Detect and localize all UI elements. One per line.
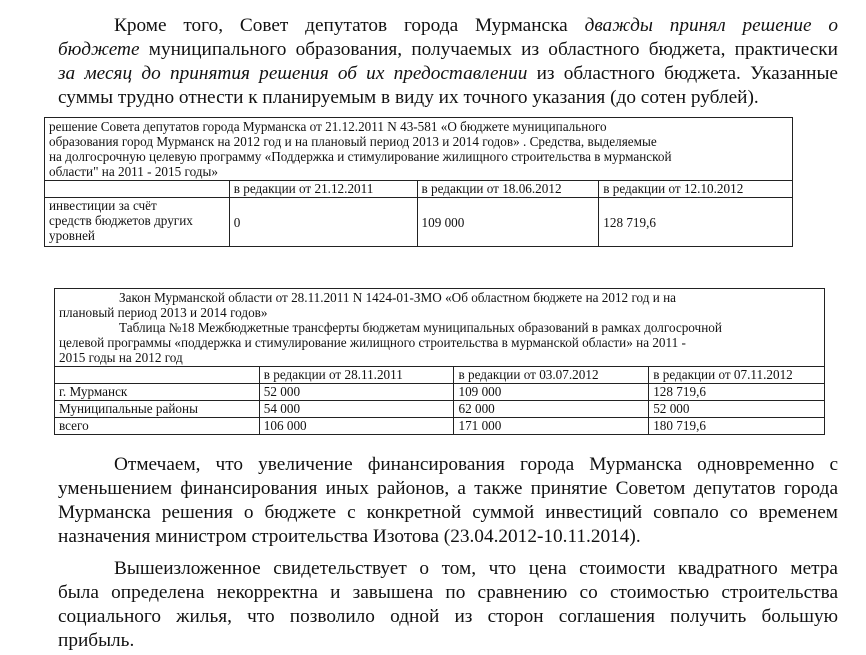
table2-header-cell: в редакции от 28.11.2011 [259, 367, 454, 384]
table1-header-cell: в редакции от 12.10.2012 [599, 181, 793, 198]
table-row [55, 401, 825, 418]
table2-header-cell: в редакции от 03.07.2012 [454, 367, 649, 384]
para3-line: Вышеизложенное свидетельствует о том, что цена стоимости квадратного метра [114, 558, 838, 579]
table2-cell: 106 000 [259, 418, 454, 435]
para3-line: прибыль. [58, 630, 135, 651]
table2-row-label: г. Мурманск [55, 384, 260, 401]
para2-line: Отмечаем, что увеличение финансирования города Мурманска одновременно с [114, 454, 838, 475]
table1-cell: 0 [229, 198, 417, 247]
table-row [45, 198, 793, 247]
table1-row-label: инвестиции за счёт средств бюджетов других уровней [45, 198, 230, 247]
table1-caption: решение Совета депутатов города Мурманска от 21.12.2011 N 43-581 «О бюджете муниципального образования город Мурманск на 2012 год и на плановый период 2013 и 2014 годов» . Средства, выделяемые на долгосрочную целевую программу «Поддержка и стимулирование жилищного строительства в мурманской области" на 2011 - 2015 годы» [45, 118, 793, 181]
table2-header-cell [55, 367, 260, 384]
table2-cell: 171 000 [454, 418, 649, 435]
table2-cell: 128 719,6 [649, 384, 825, 401]
intro-emphasis-2: бюджете [58, 39, 140, 60]
regional-law-table [54, 288, 825, 435]
intro-line-4: суммы трудно отнести к планируемым в виду их точного указания (до сотен рублей). [58, 87, 759, 108]
table2-cell: 62 000 [454, 401, 649, 418]
para2-line: назначения министром строительства Изотова (23.04.2012-10.11.2014). [58, 526, 641, 547]
table1-header-cell: в редакции от 21.12.2011 [229, 181, 417, 198]
para2-line: Мурманска решения о бюджете с конкретной суммой инвестиций совпало со временем [58, 502, 838, 523]
para3-line: была определена некорректна и завышена по сравнению со стоимостью строительства [58, 582, 838, 603]
table2-header-cell: в редакции от 07.11.2012 [649, 367, 825, 384]
table1-cell: 109 000 [417, 198, 599, 247]
intro-emphasis-1: дважды принял решение о [584, 15, 838, 36]
table1-header-cell: в редакции от 18.06.2012 [417, 181, 599, 198]
para2-line: уменьшением финансирования иных районов, а также принятие Советом депутатов города [58, 478, 838, 499]
budget-decision-table [44, 117, 793, 247]
table2-row-label: Муниципальные районы [55, 401, 260, 418]
table2-caption: Закон Мурманской области от 28.11.2011 N 1424-01-ЗМО «Об областном бюджете на 2012 год и на плановый период 2013 и 2014 годов» Таблица №18 Межбюджетные трансферты бюджетам муниципальных образований в рамках долгосрочной целевой программы «поддержка и стимулирование жилищного строительства в мурманской области» на 2011 - 2015 годы на 2012 год [55, 289, 825, 367]
table2-cell: 109 000 [454, 384, 649, 401]
intro-line-1: Кроме того, Совет депутатов города Мурманска дважды принял решение о [114, 15, 838, 36]
intro-emphasis-3: за месяц до принятия решения об их предоставлении [58, 63, 528, 84]
table2-cell: 52 000 [649, 401, 825, 418]
intro-line-2: бюджете муниципального образования, получаемых из областного бюджета, практически [58, 39, 838, 60]
table2-row-label: всего [55, 418, 260, 435]
conclusion-paragraph [58, 557, 838, 653]
para3-line: социального жилья, что позволило одной из сторон соглашения получить большую [58, 606, 838, 627]
funding-paragraph [58, 453, 838, 549]
table2-cell: 54 000 [259, 401, 454, 418]
table2-cell: 180 719,6 [649, 418, 825, 435]
table1-header-row [45, 181, 793, 198]
intro-paragraph [58, 14, 838, 110]
table2-header-row [55, 367, 825, 384]
table2-cell: 52 000 [259, 384, 454, 401]
table1-cell: 128 719,6 [599, 198, 793, 247]
intro-line-3: за месяц до принятия решения об их предоставлении из областного бюджета. Указанные [58, 63, 838, 84]
table-row [55, 384, 825, 401]
table1-header-cell [45, 181, 230, 198]
table-row [55, 418, 825, 435]
